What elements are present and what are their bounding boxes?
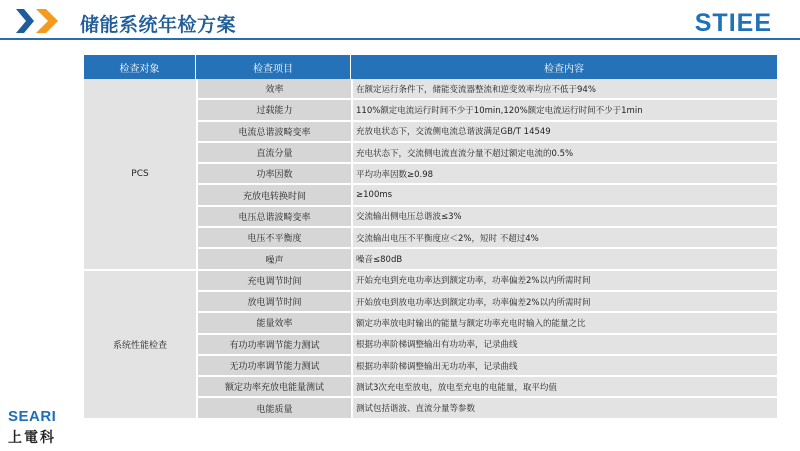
table-row (196, 271, 777, 292)
item-name-cell: 充电调节时间 (196, 271, 351, 292)
column-header: 检查项目 (196, 55, 351, 79)
table-row (196, 207, 777, 228)
item-content-cell: 测试包括谐波、直流分量等参数 (351, 398, 777, 419)
item-content-cell: 充放电状态下，交流侧电流总谐波满足GB/T 14549 (351, 122, 777, 143)
item-content-cell: 噪音≤80dB (351, 249, 777, 270)
table-group (84, 271, 777, 420)
item-content-cell: 开始放电到放电功率达到额定功率，功率偏差2%以内所需时间 (351, 292, 777, 313)
table-group (84, 79, 777, 271)
table-row (196, 164, 777, 185)
item-name-cell: 电流总谐波畸变率 (196, 122, 351, 143)
item-content-cell: 开始充电到充电功率达到额定功率，功率偏差2%以内所需时间 (351, 271, 777, 292)
item-name-cell: 有功功率调节能力测试 (196, 335, 351, 356)
item-name-cell: 过载能力 (196, 100, 351, 121)
group-items (196, 79, 777, 271)
column-header: 检查内容 (544, 63, 584, 75)
brand-logo: STIEE (694, 9, 772, 37)
item-content-cell: 在额定运行条件下，储能变流器整流和逆变效率均应不低于94% (351, 79, 777, 100)
item-name-cell: 无功功率调节能力测试 (196, 356, 351, 377)
item-content-cell: 平均功率因数≥0.98 (351, 164, 777, 185)
table-row (196, 143, 777, 164)
chevron-arrows-icon (16, 9, 66, 33)
item-content-cell: 充电状态下，交流侧电流直流分量不超过额定电流的0.5% (351, 143, 777, 164)
header-divider (0, 38, 800, 40)
item-name-cell: 能量效率 (196, 313, 351, 334)
item-name-cell: 放电调节时间 (196, 292, 351, 313)
item-content-cell: ≥100ms (351, 185, 777, 206)
table-row (196, 100, 777, 121)
table-row (196, 79, 777, 100)
item-name-cell: 功率因数 (196, 164, 351, 185)
item-content-cell: 110%额定电流运行时间不少于10min,120%额定电流运行时间不少于1min (351, 100, 777, 121)
group-object-cell: PCS (84, 79, 196, 271)
table-row (196, 122, 777, 143)
item-name-cell: 电压总谐波畸变率 (196, 207, 351, 228)
item-name-cell: 噪声 (196, 249, 351, 270)
table-row (196, 398, 777, 419)
item-name-cell: 额定功率充放电能量测试 (196, 377, 351, 398)
table-row (196, 249, 777, 270)
page-title: 储能系统年检方案 (80, 14, 237, 36)
item-content-cell: 测试3次充电至放电，放电至充电的电能量，取平均值 (351, 377, 777, 398)
item-name-cell: 效率 (196, 79, 351, 100)
table-body (84, 79, 777, 420)
table-row (196, 313, 777, 334)
table-row (196, 292, 777, 313)
table-header-row (84, 55, 777, 79)
table-row (196, 228, 777, 249)
item-name-cell: 电压不平衡度 (196, 228, 351, 249)
group-object-cell: 系统性能检查 (84, 271, 196, 420)
item-name-cell: 直流分量 (196, 143, 351, 164)
seari-logo: SEARI (8, 408, 57, 425)
item-content-cell: 额定功率放电时输出的能量与额定功率充电时输入的能量之比 (351, 313, 777, 334)
table-row (196, 356, 777, 377)
group-items (196, 271, 777, 420)
table-row (196, 335, 777, 356)
item-content-cell: 交流输出电压不平衡度应＜2%，短时 不超过4% (351, 228, 777, 249)
item-content-cell: 根据功率阶梯调整输出无功功率，记录曲线 (351, 356, 777, 377)
item-name-cell: 电能质量 (196, 398, 351, 419)
table-row (196, 185, 777, 206)
item-content-cell: 根据功率阶梯调整输出有功功率，记录曲线 (351, 335, 777, 356)
seari-logo-cn: 上電科 (8, 430, 56, 446)
column-header: 检查对象 (84, 55, 196, 79)
table-row (196, 377, 777, 398)
item-content-cell: 交流输出侧电压总谐波≤3% (351, 207, 777, 228)
item-name-cell: 充放电转换时间 (196, 185, 351, 206)
inspection-table (84, 55, 777, 420)
